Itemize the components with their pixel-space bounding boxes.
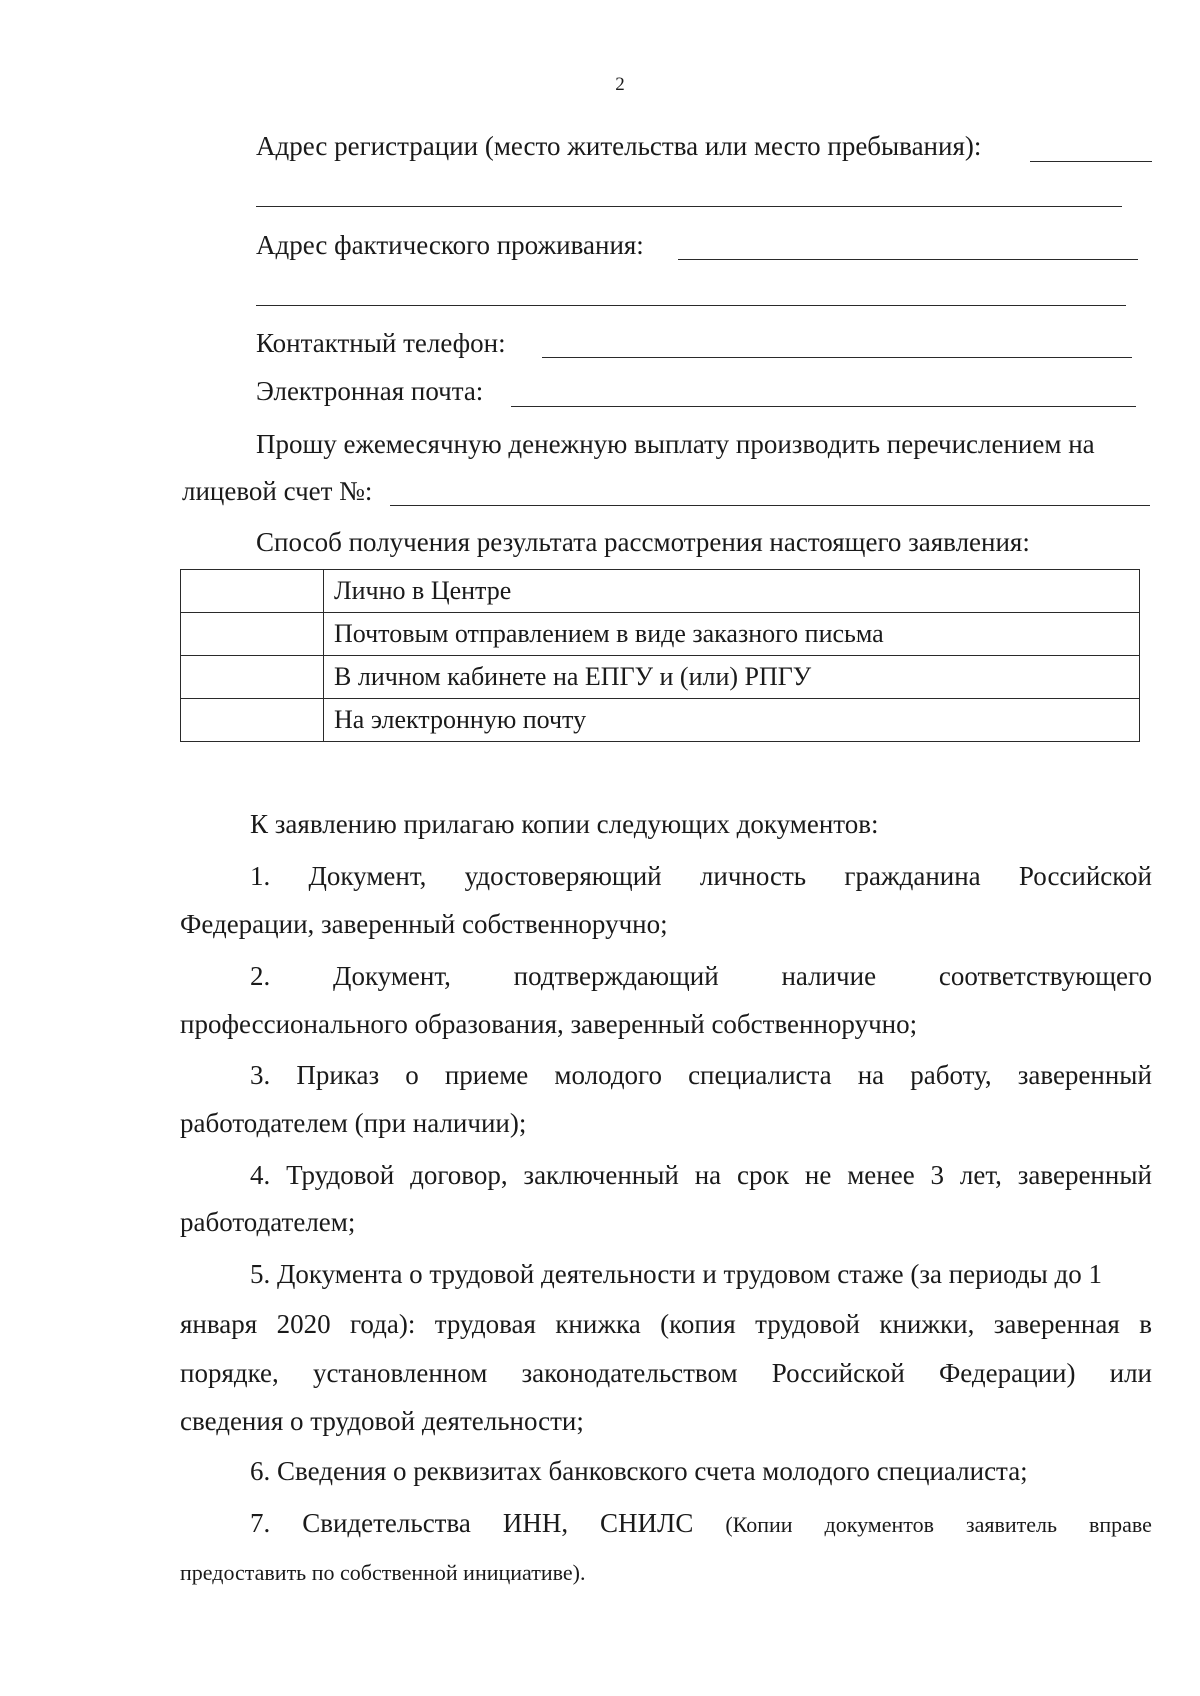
attachment-4-line1: 4. Трудовой договор, заключенный на срок не менее 3 лет, заверенный <box>250 1160 1152 1190</box>
email-field[interactable] <box>511 406 1136 407</box>
attachment-2-line1: 2. Документ, подтверждающий наличие соответствующего <box>250 961 1152 991</box>
delivery-option-label: Почтовым отправлением в виде заказного письма <box>324 613 1140 656</box>
attachment-5-line4: сведения о трудовой деятельности; <box>180 1406 584 1436</box>
attachment-3-line1: 3. Приказ о приеме молодого специалиста на работу, заверенный <box>250 1060 1152 1090</box>
attachment-7-line2: предоставить по собственной инициативе). <box>180 1560 586 1585</box>
phone-label: Контактный телефон: <box>256 328 506 358</box>
registration-address-field-line2[interactable] <box>256 206 1122 207</box>
delivery-option-label: В личном кабинете на ЕПГУ и (или) РПГУ <box>324 656 1140 699</box>
actual-address-field-line2[interactable] <box>256 305 1126 306</box>
attachment-3-line2: работодателем (при наличии); <box>180 1108 527 1138</box>
delivery-option-label: Лично в Центре <box>324 570 1140 613</box>
attachment-2-line2: профессионального образования, заверенный собственноручно; <box>180 1009 918 1039</box>
attachment-5-line1: 5. Документа о трудовой деятельности и трудовом стаже (за периоды до 1 <box>250 1259 1102 1289</box>
attachment-7-line1: 7. Свидетельства ИНН, СНИЛС (Копии документов заявитель вправе <box>250 1508 1152 1538</box>
attachments-heading: К заявлению прилагаю копии следующих документов: <box>250 809 879 839</box>
delivery-option-checkbox[interactable] <box>181 656 324 699</box>
attachment-4-line2: работодателем; <box>180 1207 356 1237</box>
actual-address-label: Адрес фактического проживания: <box>256 230 644 260</box>
attachment-1-line2: Федерации, заверенный собственноручно; <box>180 909 668 939</box>
page-number: 2 <box>615 74 625 95</box>
delivery-option-checkbox[interactable] <box>181 699 324 742</box>
delivery-option-row <box>181 570 1140 613</box>
registration-address-label: Адрес регистрации (место жительства или место пребывания): <box>256 131 982 161</box>
attachment-1-line1: 1. Документ, удостоверяющий личность гражданина Российской <box>250 861 1152 891</box>
delivery-option-row <box>181 656 1140 699</box>
delivery-method-table <box>180 569 1140 742</box>
attachment-6: 6. Сведения о реквизитах банковского счета молодого специалиста; <box>250 1456 1028 1486</box>
attachment-5-line2: января 2020 года): трудовая книжка (копия трудовой книжки, заверенная в <box>180 1309 1152 1339</box>
actual-address-field[interactable] <box>678 259 1138 260</box>
account-number-field[interactable] <box>390 505 1150 506</box>
registration-address-field[interactable] <box>1030 161 1152 162</box>
email-label: Электронная почта: <box>256 376 484 406</box>
delivery-option-row <box>181 613 1140 656</box>
delivery-option-label: На электронную почту <box>324 699 1140 742</box>
attachment-5-line3: порядке, установленном законодательством Российской Федерации) или <box>180 1358 1152 1388</box>
account-number-label: лицевой счет №: <box>182 476 373 506</box>
delivery-heading: Способ получения результата рассмотрения настоящего заявления: <box>256 527 1030 557</box>
payment-request-line1: Прошу ежемесячную денежную выплату производить перечислением на <box>256 429 1095 459</box>
delivery-option-checkbox[interactable] <box>181 570 324 613</box>
delivery-option-checkbox[interactable] <box>181 613 324 656</box>
phone-field[interactable] <box>542 357 1132 358</box>
delivery-option-row <box>181 699 1140 742</box>
